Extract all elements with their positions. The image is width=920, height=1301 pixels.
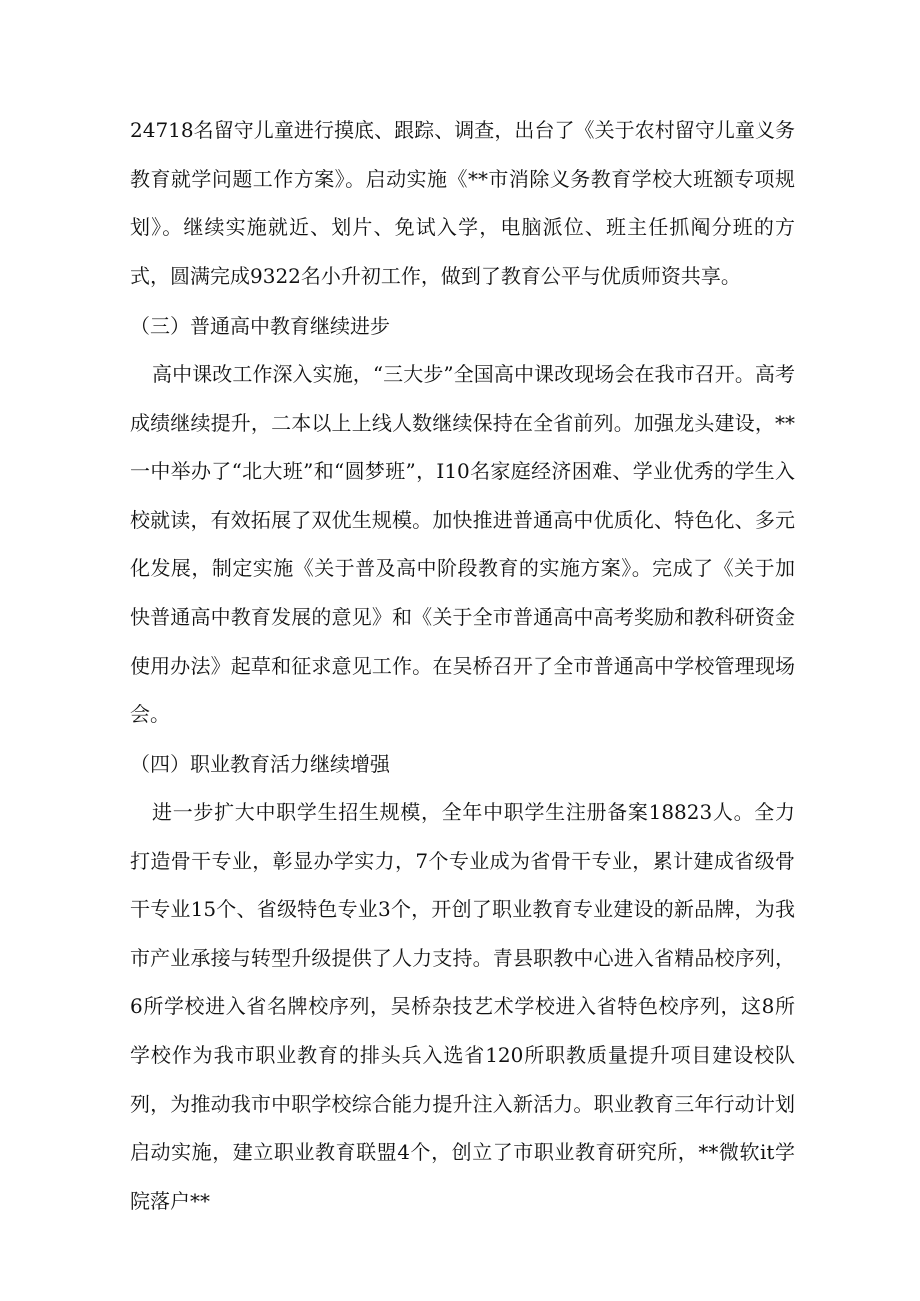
heading-vocational-education: （四）职业教育活力继续增强 xyxy=(130,752,390,776)
paragraph-left-behind-children: 24718名留守儿童进行摸底、跟踪、调查，出台了《关于农村留守儿童义务教育就学问题工作方案》。启动实施《**市消除义务教育学校大班额专项规划》。继续实施就近、划片、免试入学，电脑派位、班主任抓阄分班的方式，圆满完成9322名小升初工作，做到了教育公平与优质师资共享。 xyxy=(130,118,795,288)
heading-general-high-school: （三）普通高中教育继续进步 xyxy=(130,314,390,338)
paragraph-high-school-reform: 高中课改工作深入实施，“三大步”全国高中课改现场会在我市召开。高考成绩继续提升，二本以上上线人数继续保持在全省前列。加强龙头建设，**一中举办了“北大班”和“圆梦班”，I10名家庭经济困难、学业优秀的学生入校就读，有效拓展了双优生规模。加快推进普通高中优质化、特色化、多元化发展，制定实施《关于普及高中阶段教育的实施方案》。完成了《关于加快普通高中教育发展的意见》和《关于全市普通高中高考奖励和教科研资金使用办法》起草和征求意见工作。在吴桥召开了全市普通高中学校管理现场会。 xyxy=(130,362,795,727)
paragraph-vocational-education: 进一步扩大中职学生招生规模，全年中职学生注册备案18823人。全力打造骨干专业，彰显办学实力，7个专业成为省骨干专业，累计建成省级骨干专业15个、省级特色专业3个，开创了职业教育专业建设的新品牌，为我市产业承接与转型升级提供了人力支持。青县职教中心进入省精品校序列，6所学校进入省名牌校序列，吴桥杂技艺术学校进入省特色校序列，这8所学校作为我市职业教育的排头兵入选省120所职教质量提升项目建设校队列，为推动我市中职学校综合能力提升注入新活力。职业教育三年行动计划启动实施，建立职业教育联盟4个，创立了市职业教育研究所，**微软it学院落户** xyxy=(130,800,795,1213)
